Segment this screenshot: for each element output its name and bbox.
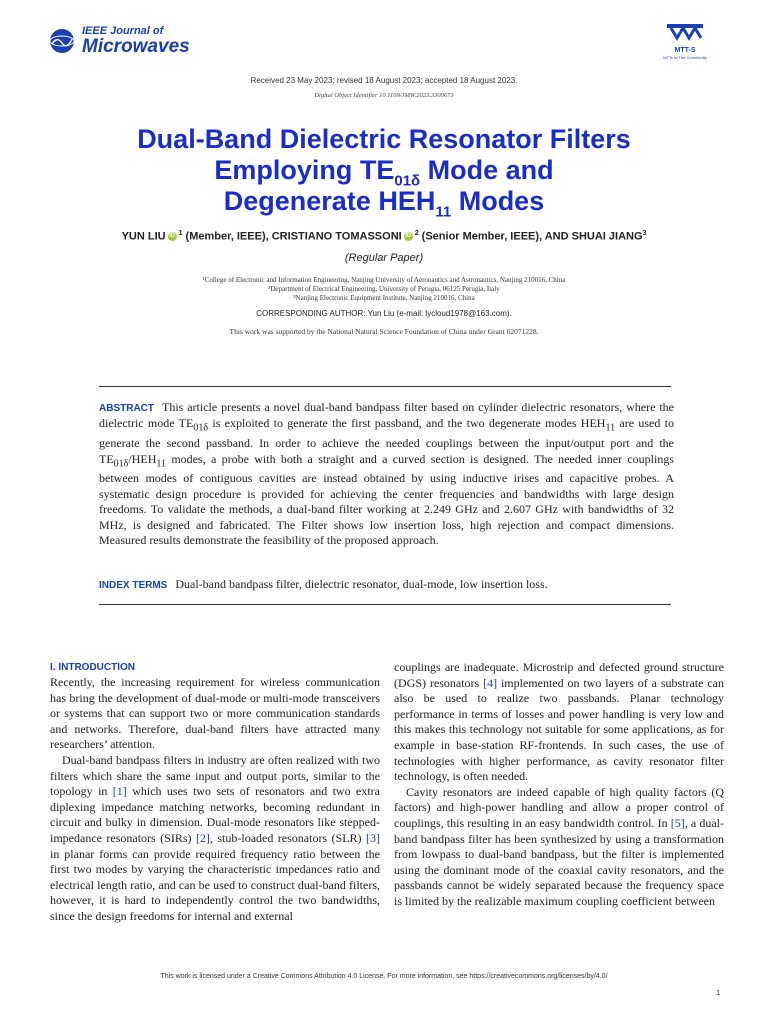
orcid-icon[interactable]: iD xyxy=(169,233,176,240)
affiliation-2: ²Department of Electrical Engineering, University of Perugia, 06125 Perugia, Italy xyxy=(268,285,500,293)
affiliation-1: ¹College of Electronic and Information Engineering, Nanjing University of Aeronautics and Astronautics, Nanjing 210016, China xyxy=(202,276,566,284)
journal-top-text: IEEE Journal of xyxy=(82,25,164,37)
index-terms-label: INDEX TERMS xyxy=(99,580,168,591)
author-3-text: (Senior Member, IEEE), AND SHUAI JIANG xyxy=(421,230,643,243)
paragraph: Cavity resonators are indeed capable of high quality factors (Q factors) and high-power handling and allow a proper control of couplings, this resulting in an easy bandwidth control. In [5], a dual-band bandpass filter has been synthesized by using a transformation from lowpass to dual-band bandpass, but the filter is implemented using the dominant mode of the coaxial cavity resonators, and the passbands cannot be widely separated because the frequency space is limited by the realizable maximum coupling coefficient between xyxy=(394,784,725,908)
received-dates: Received 23 May 2023; revised 18 August 2023; accepted 18 August 2023. xyxy=(250,76,518,85)
left-column xyxy=(50,660,380,925)
page-number: 1 xyxy=(716,990,720,997)
journal-name: Microwaves xyxy=(82,36,190,57)
orcid-icon[interactable]: iD xyxy=(405,233,412,240)
paragraph: Recently, the increasing requirement for wireless communication has bring the development of dual-mode or multi-mode transceivers or systems that can support two or more communication standards and networks. Therefore, dual-band filters have attracted many researchers’ attention. xyxy=(50,675,380,752)
funding-note: This work was supported by the National Natural Science Foundation of China under Grant 62071228. xyxy=(229,327,539,336)
right-column xyxy=(394,660,724,910)
author-1: YUN LIU xyxy=(121,230,166,243)
citation-link[interactable]: [5] xyxy=(670,815,685,830)
affiliation-3: ³Nanjing Electronic Equipment Institute, Nanjing 210016, China xyxy=(293,294,475,302)
society-tagline: MTTs to The Community xyxy=(663,55,707,60)
license-note: This work is licensed under a Creative Commons Attribution 4.0 License. For more information, see https://creativecommons.org/licenses/by/4.0/ xyxy=(160,973,608,980)
section-heading: I. INTRODUCTION xyxy=(50,662,135,673)
abstract: ABSTRACT This article presents a novel dual-band bandpass filter based on cylinder dielectric resonators, where the dielectric mode $TE_{01\delta}$ is exploited to generate the first passband, and the two degenerate modes $HEH_{11}$ are used to generate the second passband. In order to achieve the needed couplings between the input/output port and the $TE_{01\delta}/HEH_{11}$ modes, a probe with both a straight and a curved section is designed. The needed inner couplings between modes of contiguous cavities are instead obtained by using inductive irises and capacitive probes. A systematic design procedure is provided for achieving the center frequencies and bandwidths with large design freedoms. To validate the methods, a dual-band filter working at 2.249 GHz and 2.607 GHz with bandwidths of 32 MHz, is designed and fabricated. The Filter shows low insertion loss, high rejection and compact dimensions. Measured results demonstrate the feasibility of the proposed approach. xyxy=(99,400,674,548)
divider-bottom xyxy=(99,604,671,605)
doi: Digital Object Identifier 10.1109/JMW.2023.3309673 xyxy=(314,92,454,99)
paragraph: couplings are inadequate. Microstrip and defected ground structure (DGS) resonators [4] implemented on two layers of a substrate can also be used to realize two passbands. Planar technology performance in terms of losses and power handling is very low and this makes this technology not suitable for some applications, as for example in base-station RF-frontends. In such cases, the use of technologies with higher performance, as cavity resonator filter technology, is often needed. xyxy=(394,660,724,784)
mtts-logo-icon xyxy=(665,22,705,42)
citation-link[interactable]: [3] xyxy=(365,830,380,845)
paper-title xyxy=(0,124,768,221)
society-name: MTT-S xyxy=(674,47,696,54)
citation-link[interactable]: [2] xyxy=(195,830,210,845)
index-terms xyxy=(99,577,674,592)
citation-link[interactable]: [1] xyxy=(112,784,127,799)
index-terms-text: Dual-band bandpass filter, dielectric resonator, dual-mode, low insertion loss. xyxy=(175,577,548,591)
globe-icon xyxy=(48,27,76,55)
corresponding-author: CORRESPONDING AUTHOR: Yun Liu (e-mail: lycloud1978@163.com). xyxy=(256,309,512,318)
citation-link[interactable]: [4] xyxy=(483,675,498,690)
author-2-text: (Member, IEEE), CRISTIANO TOMASSONI xyxy=(185,230,402,243)
divider-top xyxy=(99,386,671,387)
society-logo xyxy=(656,22,714,60)
title-line-3: Degenerate $HEH_{11}$ Modes xyxy=(223,186,545,221)
journal-logo xyxy=(48,26,190,56)
title-line-1: Dual-Band Dielectric Resonator Filters xyxy=(137,124,631,154)
author-list: YUN LIU iD $^1$ (Member, IEEE), CRISTIANO TOMASSONI iD $^2$ (Senior Member, IEEE), AND SHUAI JIANG$^3$ xyxy=(121,230,647,243)
paper-type: (Regular Paper) xyxy=(344,252,424,264)
title-line-2: Employing $TE_{01\delta}$ Mode and xyxy=(214,155,554,190)
paragraph: Dual-band bandpass filters in industry are often realized with two filters which share the same input and output ports, similar to the topology in [1] which uses two sets of resonators and two extra diplexing impedance matching networks, becoming redundant in circuit and bulky in dimension. Dual-mode resonators like stepped-impedance resonators (SIRs) [2], stub-loaded resonators (SLR) [3] in planar forms can provide required frequency ratio between the first two modes by varying the characteristic impedances ratio and electrical length ratio, and can be used to construct dual-band filters, however, it is hard to independently control the two bandwidths, since the design freedoms for internal and external xyxy=(50,752,380,923)
abstract-label: ABSTRACT xyxy=(99,403,154,414)
